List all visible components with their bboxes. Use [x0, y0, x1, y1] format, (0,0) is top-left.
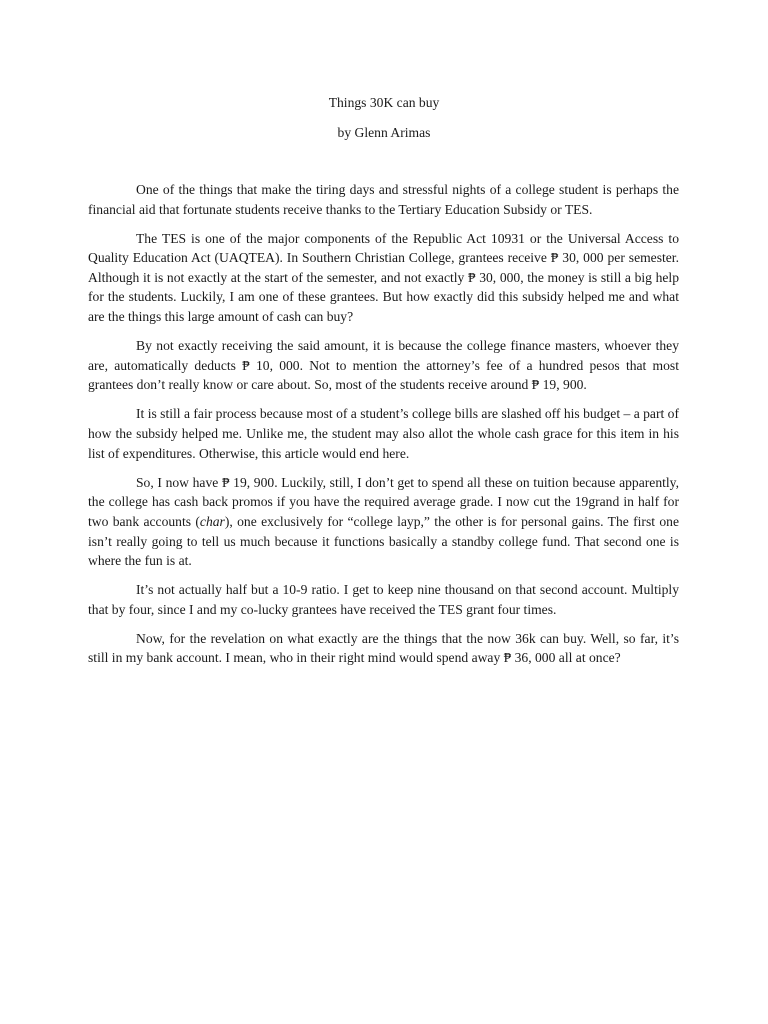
document-body — [88, 180, 679, 678]
paragraph-5 — [88, 473, 679, 571]
paragraph-7: Now, for the revelation on what exactly are the things that the now 36k can buy. Well, so far, it’s still in my bank account. I mean, who in their right mind would spend away ₱ 36, 000 all at once? — [88, 630, 679, 666]
paragraph-3: By not exactly receiving the said amount, it is because the college finance masters, whoever they are, automatically deducts ₱ 10, 000. Not to mention the attorney’s fee of a hundred pesos that most grantees don’t really know or care about. So, most of the students receive around ₱ 19, 900. — [88, 338, 679, 393]
paragraph-6: It’s not actually half but a 10-9 ratio. I get to keep nine thousand on that second account. Multiply that by four, since I and my co-lucky grantees have received the TES grant four times. — [88, 582, 679, 617]
document-byline: by Glenn Arimas — [337, 125, 431, 140]
paragraph-4: It is still a fair process because most of a student’s college bills are slashed off his budget – a part of how the subsidy helped me. Unlike me, the student may also allot the whole cash grace for this item in his list of expenditures. Otherwise, this article would end here. — [88, 406, 679, 461]
paragraph-2: The TES is one of the major components of the Republic Act 10931 or the Universal Access to Quality Education Act (UAQTEA). In Southern Christian College, grantees receive ₱ 30, 000 per semester. Although it is not exactly at the start of the semester, and not exactly ₱ 30, 000, the money is still a big help for the students. Luckily, I am one of these grantees. But how exactly did this subsidy helped me and what are the things this large amount of cash can buy? — [88, 230, 679, 325]
paragraph-5-text-start: So, I now have ₱ 19, 900. Luckily, still, I don’t get to spend all these on tuition because apparently, the college has cash back promos if you have the required average grade. I now cut the 19grand in half for two bank accounts ( — [88, 474, 679, 529]
paragraph-5-text-end: ), one exclusively for “college layp,” the other is for personal gains. The first one isn’t really going to tell us much because it functions basically a standby college fund. That second one is where the fun is at. — [88, 513, 679, 569]
paragraph-1: One of the things that make the tiring days and stressful nights of a college student is perhaps the financial aid that fortunate students receive thanks to the Tertiary Education Subsidy or TES. — [88, 182, 679, 217]
document-title: Things 30K can buy — [328, 95, 440, 110]
paragraph-5-italic-word: char — [199, 513, 225, 529]
